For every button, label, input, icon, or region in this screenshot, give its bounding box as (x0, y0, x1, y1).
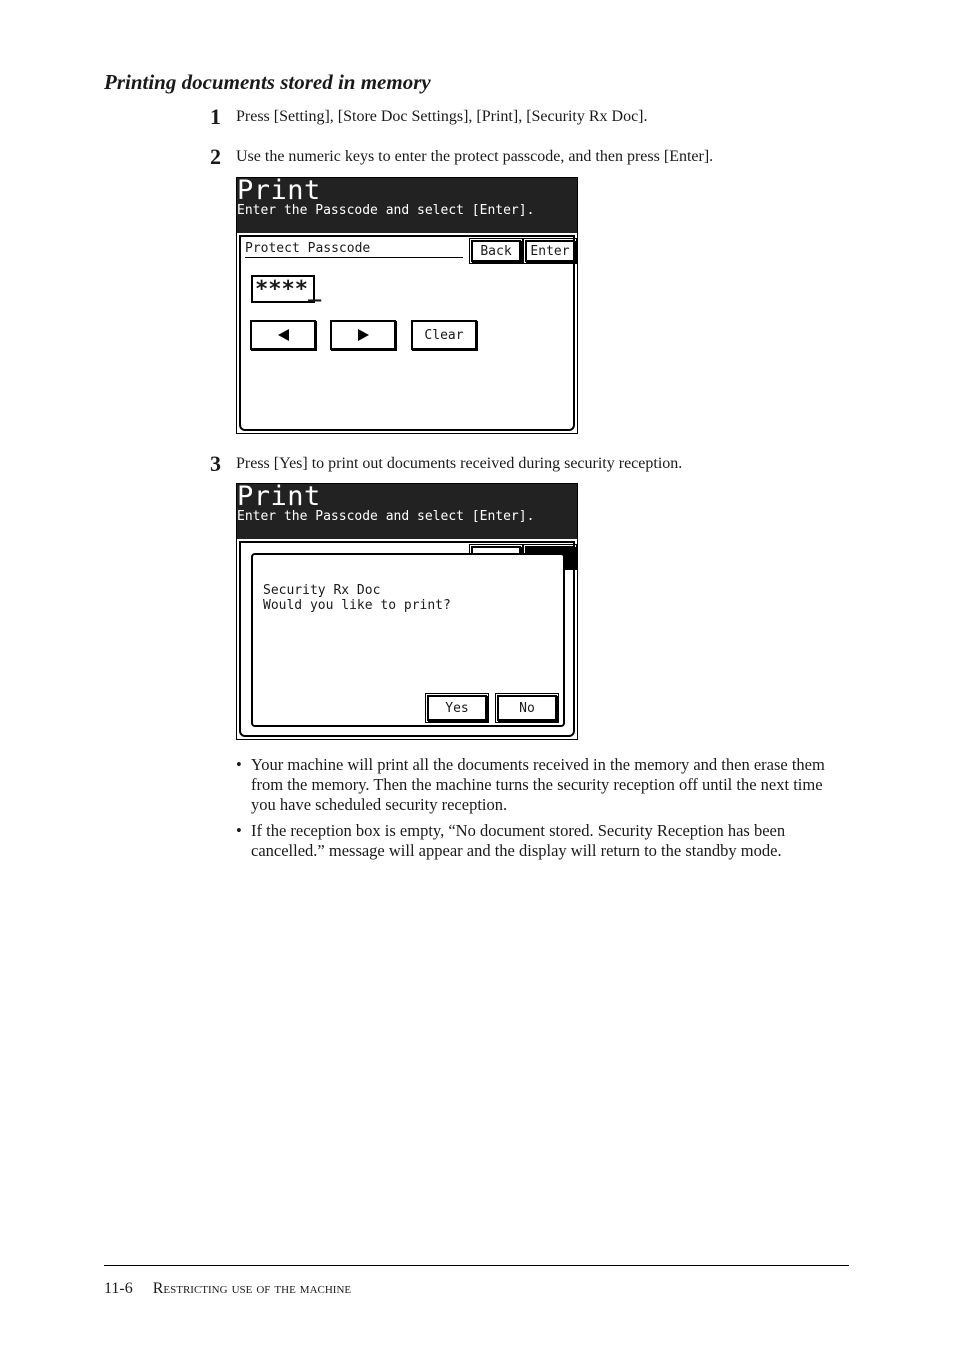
screen-header (237, 481, 577, 539)
chapter-title: Restricting use of the machine (152, 1280, 352, 1297)
screen-panel (239, 541, 575, 737)
footer-divider (104, 1265, 849, 1266)
dialog-question: Would you like to print? (263, 598, 451, 613)
protect-passcode-label: Protect Passcode (245, 241, 371, 256)
screen-subtitle: Enter the Passcode and select [Enter]. (237, 509, 535, 524)
screen-title: Print (237, 175, 321, 206)
step-1-text: Press [Setting], [Store Doc Settings], [Print], [Security Rx Doc]. (236, 108, 648, 125)
list-item (236, 821, 846, 861)
passcode-input[interactable]: ****_ (251, 275, 315, 303)
confirm-dialog (251, 553, 565, 727)
screen-title: Print (237, 481, 321, 512)
page-footer (104, 1280, 351, 1298)
step-2-number: 2 (210, 144, 221, 169)
screen-header (237, 175, 577, 233)
step-3-number: 3 (210, 451, 221, 476)
step-3-text: Press [Yes] to print out documents received during security reception. (236, 455, 683, 472)
bullet-icon: • (236, 821, 242, 840)
dialog-title: Security Rx Doc (263, 583, 381, 598)
page-number: 11-6 (104, 1280, 133, 1297)
back-button[interactable]: Back (471, 240, 521, 262)
enter-button[interactable]: Enter (525, 240, 575, 262)
clear-button[interactable]: Clear (411, 320, 477, 350)
yes-button[interactable]: Yes (427, 695, 487, 721)
notes-list (236, 755, 846, 867)
step-2-text: Use the numeric keys to enter the protect passcode, and then press [Enter]. (236, 148, 714, 165)
section-heading: Printing documents stored in memory (104, 70, 431, 94)
note-text: Your machine will print all the documents received in the memory and then erase them from the memory. Then the machine turns the security reception off until the next time you have scheduled security reception. (251, 755, 825, 814)
step-1-number: 1 (210, 104, 221, 129)
cursor-left-button[interactable] (250, 320, 316, 350)
print-confirm-screen (236, 483, 578, 740)
field-underline (245, 257, 463, 258)
screen-panel (239, 235, 575, 431)
bullet-icon: • (236, 755, 242, 774)
cursor-right-button[interactable] (330, 320, 396, 350)
no-button[interactable]: No (497, 695, 557, 721)
right-arrow-icon (358, 329, 369, 341)
passcode-screen (236, 177, 578, 434)
screen-subtitle: Enter the Passcode and select [Enter]. (237, 203, 535, 218)
note-text: If the reception box is empty, “No document stored. Security Reception has been cancelled.” message will appear and the display will return to the standby mode. (251, 821, 786, 860)
left-arrow-icon (278, 329, 289, 341)
list-item (236, 755, 846, 815)
